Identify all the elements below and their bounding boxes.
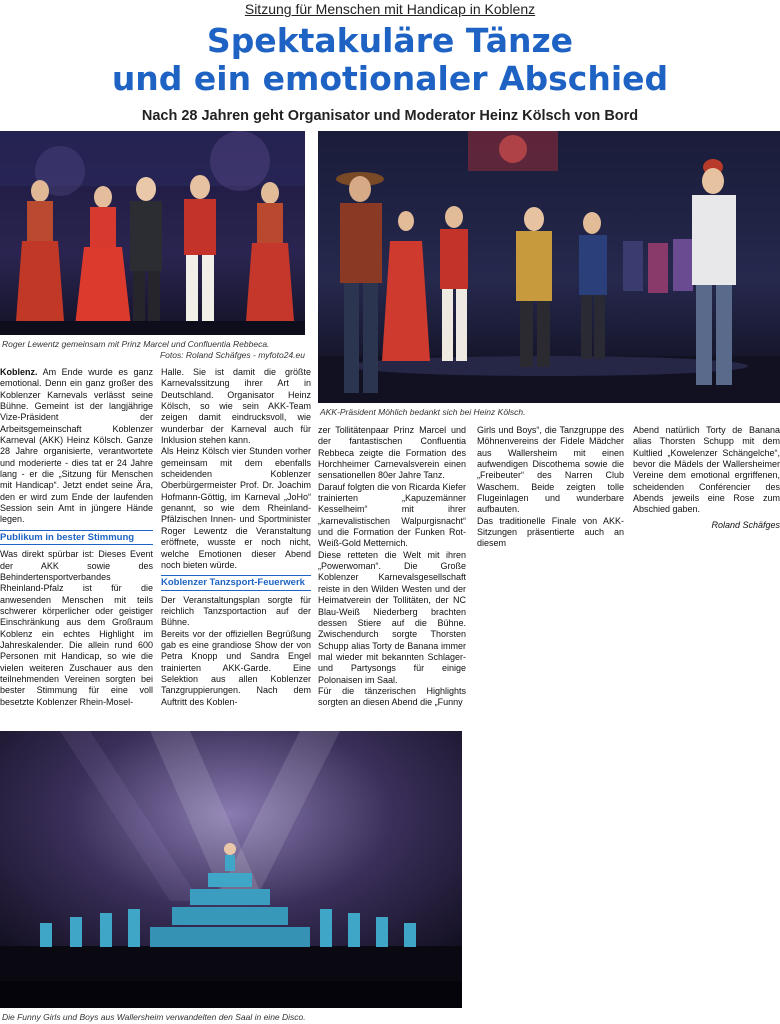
headline: [0, 22, 780, 98]
intro-text: Am Ende wurde es ganz emotional. Denn ein ganz großer des Koblenzer Karnevals verlässt seine Bühne. Gemeint ist der langjährige Vize-Präsident der Arbeitsgemeinschaft Koblenzer Karneval (AKK) Heinz Kölsch. Ganze 28 Jahre organisierte, verantwortete und moderierte - dies tat er 24 Jahre lang - er die „Sitzung für Menschen mit Handicap“. Jetzt endet seine Ära, den er wird zum Ende der laufenden Session sein Amt in jüngere Hände legen.: [0, 367, 153, 525]
paragraph: Darauf folgten die von Ricarda Kiefer trainierten „Kapuzemänner Kesselheim“ mit ihrer „karnevalistischen Walpurgisnacht“ und die Formation der Funken Rot-Weiß-Gold Metternich.: [318, 481, 466, 549]
photo-prince-couple-image: [0, 131, 305, 335]
subheading-publikum: Publikum in bester Stimmung: [0, 530, 153, 545]
photo-dance-formation-image: [0, 731, 462, 1008]
caption-photo-3: Die Funny Girls und Boys aus Wallersheim verwandelten den Saal in eine Disco.: [2, 1012, 306, 1022]
headline-line-2: und ein emotionaler Abschied: [111, 59, 669, 98]
subheadline: Nach 28 Jahren geht Organisator und Moderator Heinz Kölsch von Bord: [141, 108, 639, 124]
paragraph: Der Veranstaltungsplan sorgte für reichlich Tanzsportaction auf der Bühne.: [161, 594, 311, 628]
paragraph: zer Tollitätenpaar Prinz Marcel und der fantastischen Confluentia Rebbeca zeigte die Formation des Horchheimer Carnevalsverein einen sensationellen 80er Jahre Tanz.: [318, 425, 466, 481]
photo-dance-formation: [0, 731, 462, 1008]
headline-line-1: Spektakuläre Tänze: [206, 21, 574, 60]
paragraph: Bereits vor der offiziellen Begrüßung gab es eine grandiose Show der von Petra Knopp und Sandra Engel trainierten AKK-Garde. Eine Selektion aus allen Koblenzer Tanzgruppierungen. Nach dem Auftritt des Koblen-: [161, 628, 311, 707]
paragraph: Diese retteten die Welt mit ihren „Powerwoman“. Die Große Koblenzer Karnevalsgesellschaft reiste in den Wilden Westen und der Heimatverein der Tollitäten, der NC Blau-Weiß Niederberg brachten dessen Stiere auf die Bühne. Zwischendurch sorgte Thorsten Schupp alias Torty de Banana immer mal wieder mit bekannten Schlager- und Partysongs für einige Polonaisen im Saal.: [318, 549, 466, 685]
paragraph: Girls und Boys“, die Tanzgruppe des Möhnenvereins der Fidele Mädcher aus Wallersheim mit einen aufwendigen Discothema sowie die „Freibeuter“ des Narren Club Waschem. Beide zeigten tolle Flugeinlagen und wunderbare aufbauten.: [477, 425, 624, 515]
paragraph-intro: [0, 367, 153, 526]
article-column-2: [161, 367, 311, 708]
article-column-5: [633, 425, 780, 531]
section-kicker: Sitzung für Menschen mit Handicap in Koblenz: [244, 1, 536, 17]
author-signature: Roland Schäfges: [711, 519, 780, 530]
caption-photo-1-text: Roger Lewentz gemeinsam mit Prinz Marcel und Confluentia Rebbeca.: [2, 339, 270, 349]
photo-credit: Fotos: Roland Schäfges - myfoto24.eu: [159, 350, 305, 360]
caption-photo-2: AKK-Präsident Möhlich bedankt sich bei Heinz Kölsch.: [320, 407, 526, 417]
paragraph: Abend natürlich Torty de Banana alias Thorsten Schupp mit dem Kultlied „Kowelenzer Schängelche“, bevor die Mädels der Wallersheimer Vereine dem emotional ergriffenen, scheidenden Conférencier des Abends jeweils eine Rose zum Abschied gaben.: [633, 425, 780, 515]
paragraph: Als Heinz Kölsch vier Stunden vorher gemeinsam mit dem ebenfalls scheidenden Koblenzer Oberbürgermeister Prof. Dr. Joachim Hofmann-Göttig, im Karneval „JoHo“ genannt, so wie dem Rheinland-Pfälzischen Innen- und Sportminister Roger Lewentz die Veranstaltung eröffnete, wusste er noch nicht, welche Emotionen dieser Abend noch bieten würde.: [161, 446, 311, 570]
article-column-4: [477, 425, 624, 550]
subheading-tanzsport: Koblenzer Tanzsport-Feuerwerk: [161, 575, 311, 590]
photo-stage-thanks-image: [318, 131, 780, 403]
article-column-3: [318, 425, 466, 709]
paragraph: Was direkt spürbar ist: Dieses Event der AKK sowie des Behindertensportverbandes Rheinland-Pfalz ist für die anwesenden Menschen mit teils schwerer körperlicher oder geistiger Einschränkung aus dem Großraum Koblenz ein echtes Highlight im Jahreskalender. Die allein rund 600 Personen mit Handicap, so wie die vielen weiteren Zuschauer aus den teilnehmenden Vereinen sorgten bei bester Stimmung für eine voll besetzte Koblenzer Rhein-Mosel-: [0, 549, 153, 707]
caption-photo-1: [2, 339, 305, 361]
paragraph: Für die tänzerischen Highlights sorgten an diesen Abend die „Funny: [318, 685, 466, 708]
article-column-1: [0, 367, 153, 708]
photo-prince-couple: [0, 131, 305, 335]
paragraph: Halle. Sie ist damit die größte Karnevalssitzung ihrer Art in Deutschland. Organisator Heinz Kölsch, so wie sein AKK-Team zeigen damit eindrucksvoll, wie wunderbar der Karneval auch für Inklusion stehen kann.: [161, 367, 311, 446]
paragraph: Das traditionelle Finale von AKK-Sitzungen präsentierte auch an diesem: [477, 515, 624, 549]
photo-stage-thanks: [318, 131, 780, 403]
dateline: Koblenz.: [0, 367, 38, 377]
